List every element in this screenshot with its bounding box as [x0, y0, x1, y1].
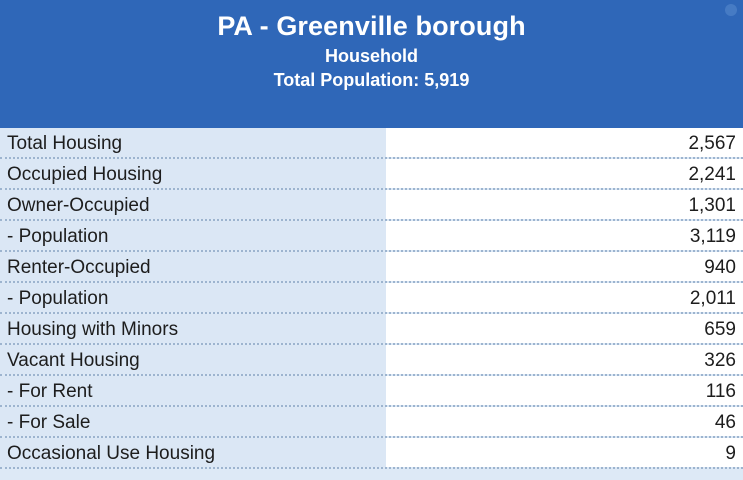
table-row [0, 376, 743, 407]
table-row [0, 221, 743, 252]
table-row [0, 314, 743, 345]
total-population: Total Population: 5,919 [273, 70, 470, 90]
row-value: 46 [386, 407, 743, 436]
row-value: 2,567 [386, 128, 743, 157]
row-value: 659 [386, 314, 743, 343]
row-label: - For Sale [0, 407, 386, 436]
table-row [0, 407, 743, 438]
row-label: - Population [0, 221, 386, 250]
row-value: 116 [386, 376, 743, 405]
table-row [0, 438, 743, 469]
table-row [0, 252, 743, 283]
row-label: Occasional Use Housing [0, 438, 386, 467]
panel-header [0, 0, 743, 128]
row-value: 326 [386, 345, 743, 374]
row-label: - Population [0, 283, 386, 312]
row-label: Total Housing [0, 128, 386, 157]
household-table [0, 128, 743, 480]
row-label: - For Rent [0, 376, 386, 405]
table-row [0, 128, 743, 159]
table-row [0, 345, 743, 376]
row-value: 2,011 [386, 283, 743, 312]
corner-handle-icon [725, 4, 737, 16]
row-label: Renter-Occupied [0, 252, 386, 281]
row-value: 1,301 [386, 190, 743, 219]
panel-subtitle: Household [325, 46, 418, 66]
row-label: Vacant Housing [0, 345, 386, 374]
row-label: Housing with Minors [0, 314, 386, 343]
table-row [0, 190, 743, 221]
panel-title: PA - Greenville borough [217, 11, 526, 41]
row-label: Occupied Housing [0, 159, 386, 188]
row-value: 3,119 [386, 221, 743, 250]
table-row [0, 283, 743, 314]
table-row [0, 159, 743, 190]
row-label: Owner-Occupied [0, 190, 386, 219]
row-value: 940 [386, 252, 743, 281]
row-value: 9 [386, 438, 743, 467]
row-value: 2,241 [386, 159, 743, 188]
